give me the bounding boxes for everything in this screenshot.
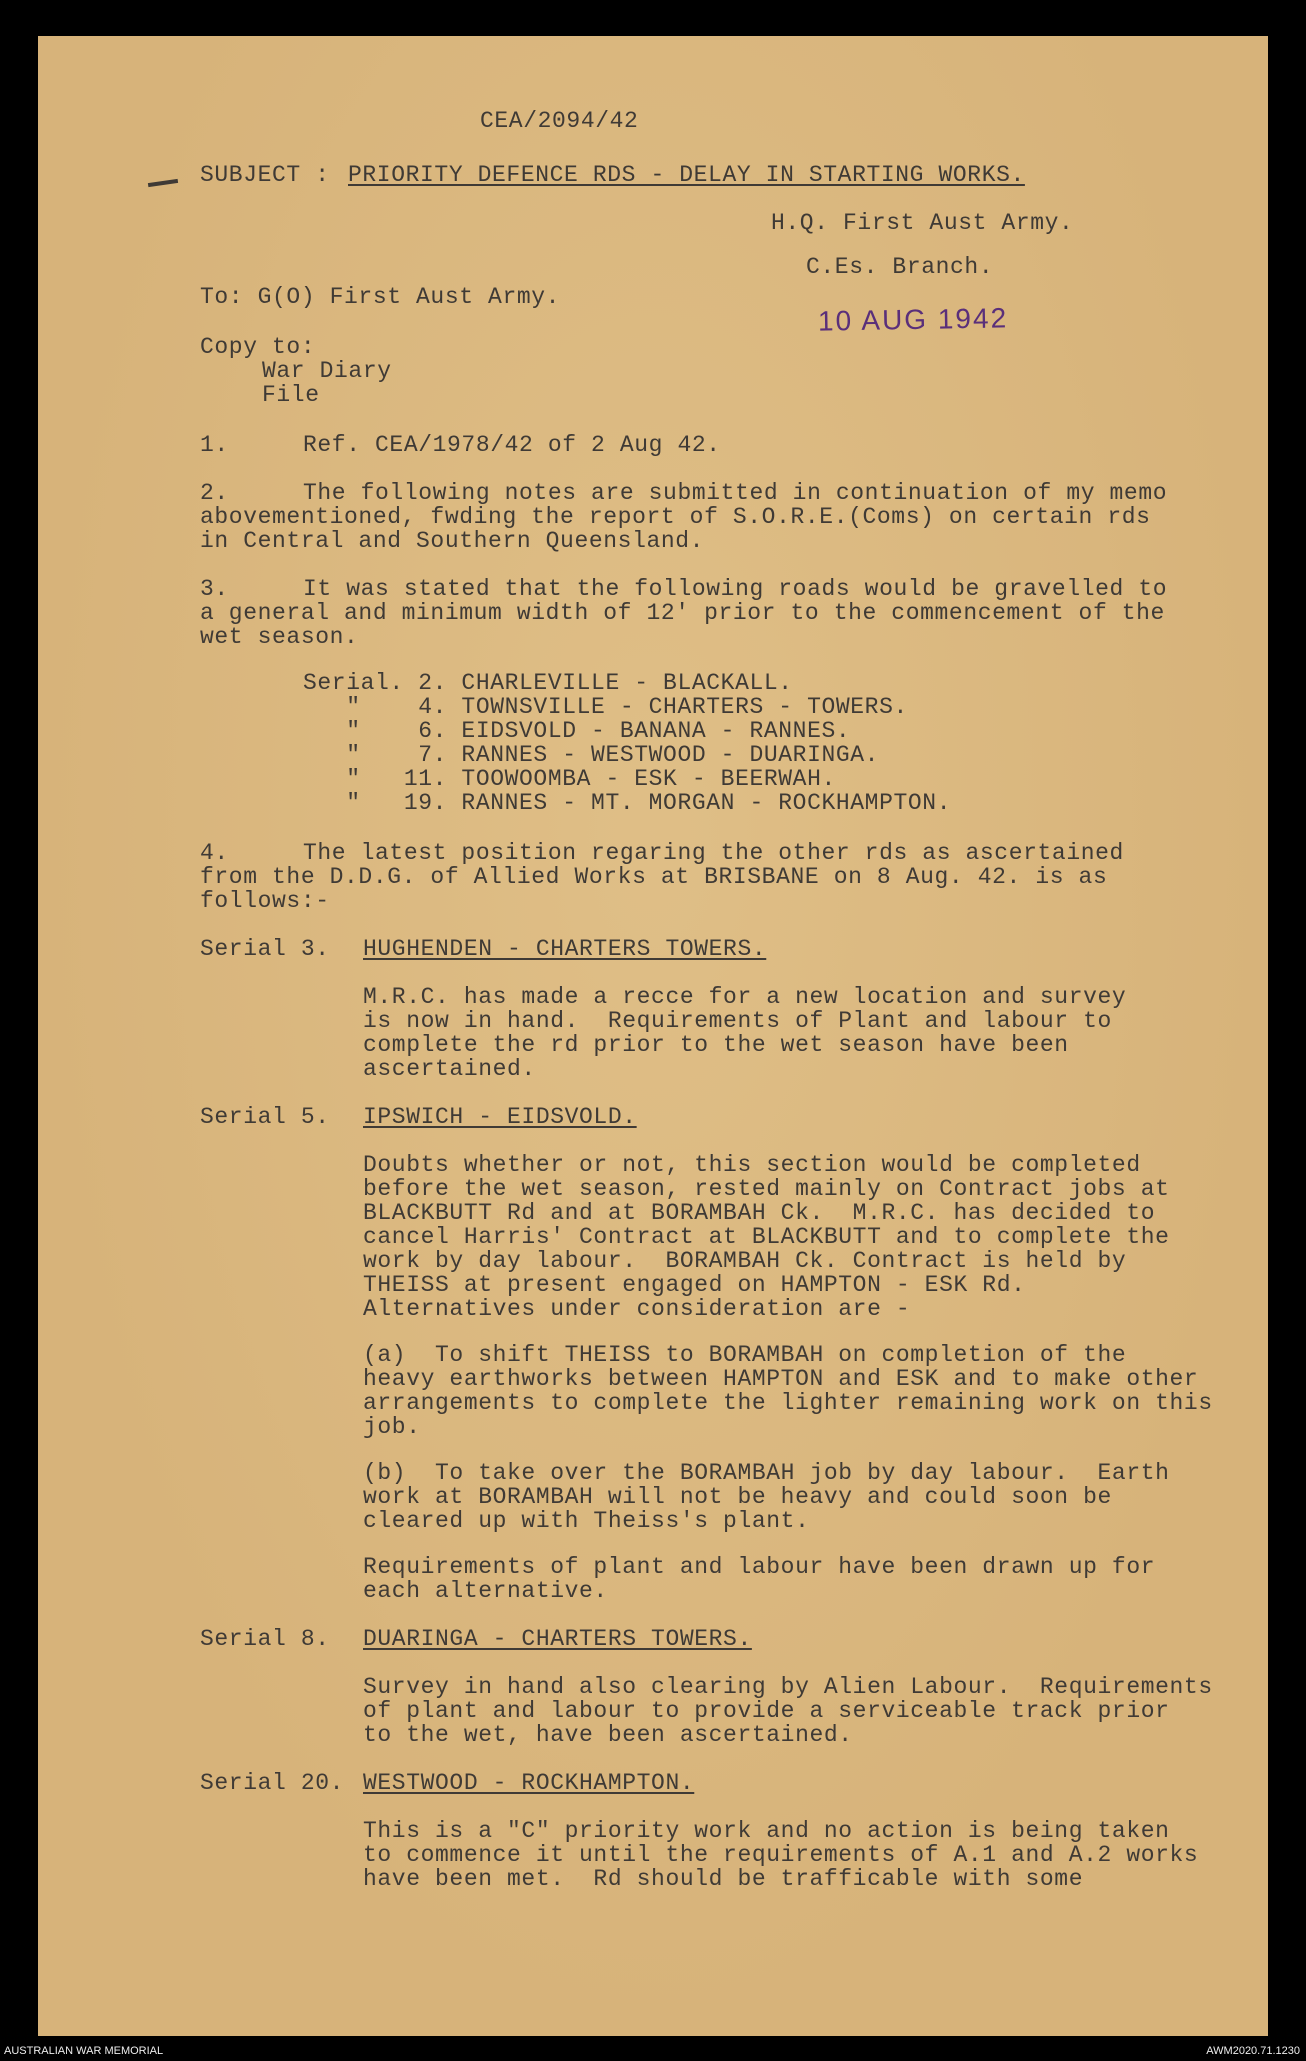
serial-label: Serial 8. xyxy=(200,1626,330,1652)
serial-line: BLACKBUTT Rd and at BORAMBAH Ck. M.R.C. has decided to xyxy=(363,1200,1156,1226)
serial-label: Serial 20. xyxy=(200,1770,345,1796)
copy-to-item: War Diary xyxy=(262,358,392,384)
para-line: The latest position regaring the other rds as ascertained xyxy=(303,840,1124,866)
serial-line: ascertained. xyxy=(363,1056,536,1082)
serial-line: before the wet season, rested mainly on Contract jobs at xyxy=(363,1176,1170,1202)
date-stamp: 10 AUG 1942 xyxy=(817,302,1009,337)
serial-line: THEISS at present engaged on HAMPTON - ESK Rd. xyxy=(363,1272,1026,1298)
alternative-b-line: (b) To take over the BORAMBAH job by day labour. Earth xyxy=(363,1460,1170,1486)
para-line: in Central and Southern Queensland. xyxy=(200,528,705,554)
serial-row: " 6. EIDSVOLD - BANANA - RANNES. xyxy=(303,718,851,744)
para-number: 1. xyxy=(200,432,229,458)
serial-line: of plant and labour to provide a serviceable track prior xyxy=(363,1698,1170,1724)
serial-line: is now in hand. Requirements of Plant and labour to xyxy=(363,1008,1112,1034)
para-line: abovementioned, fwding the report of S.O.R.E.(Coms) on certain rds xyxy=(200,504,1151,530)
serial-title: WESTWOOD - ROCKHAMPTON. xyxy=(363,1770,695,1796)
serial-line: Alternatives under consideration are - xyxy=(363,1296,911,1322)
serial-line: Requirements of plant and labour have been drawn up for xyxy=(363,1554,1156,1580)
serial-label: Serial 5. xyxy=(200,1104,330,1130)
serial-title: IPSWICH - EIDSVOLD. xyxy=(363,1104,637,1130)
addressee: To: G(O) First Aust Army. xyxy=(200,284,561,310)
footer-credit: AUSTRALIAN WAR MEMORIAL xyxy=(4,2045,164,2057)
reference-number: CEA/2094/42 xyxy=(480,108,639,134)
serial-line: have been met. Rd should be trafficable with some xyxy=(363,1866,1084,1892)
para-line: It was stated that the following roads would be gravelled to xyxy=(303,576,1168,602)
para-text: Ref. CEA/1978/42 of 2 Aug 42. xyxy=(303,432,721,458)
serial-line: each alternative. xyxy=(363,1578,608,1604)
serial-line: complete the rd prior to the wet season have been xyxy=(363,1032,1069,1058)
para-line: wet season. xyxy=(200,624,359,650)
serial-line: Doubts whether or not, this section would be completed xyxy=(363,1152,1141,1178)
alternative-b-line: work at BORAMBAH will not be heavy and could soon be xyxy=(363,1484,1112,1510)
serial-row: " 11. TOOWOOMBA - ESK - BEERWAH. xyxy=(303,766,836,792)
serial-line: work by day labour. BORAMBAH Ck. Contract is held by xyxy=(363,1248,1127,1274)
para-number: 3. xyxy=(200,576,229,602)
alternative-a-line: (a) To shift THEISS to BORAMBAH on completion of the xyxy=(363,1342,1127,1368)
serial-line: This is a "C" priority work and no action is being taken xyxy=(363,1818,1170,1844)
para-number: 2. xyxy=(200,480,229,506)
alternative-a-line: arrangements to complete the lighter remaining work on this xyxy=(363,1390,1213,1416)
para-number: 4. xyxy=(200,840,229,866)
subject-label: SUBJECT : xyxy=(200,162,330,188)
serial-row: " 19. RANNES - MT. MORGAN - ROCKHAMPTON. xyxy=(303,790,952,816)
serial-label: Serial 3. xyxy=(200,936,330,962)
para-line: from the D.D.G. of Allied Works at BRISBANE on 8 Aug. 42. is as xyxy=(200,864,1108,890)
para-line: The following notes are submitted in continuation of my memo xyxy=(303,480,1168,506)
alternative-b-line: cleared up with Theiss's plant. xyxy=(363,1508,810,1534)
para-line: follows:- xyxy=(200,888,330,914)
alternative-a-line: heavy earthworks between HAMPTON and ESK and to make other xyxy=(363,1366,1199,1392)
branch: C.Es. Branch. xyxy=(806,254,994,280)
serial-line: to the wet, have been ascertained. xyxy=(363,1722,853,1748)
alternative-a-line: job. xyxy=(363,1414,421,1440)
document-page xyxy=(38,36,1268,2036)
footer-accession: AWM2020.71.1230 xyxy=(1206,2045,1300,2057)
serial-line: M.R.C. has made a recce for a new location and survey xyxy=(363,984,1127,1010)
subject-title: PRIORITY DEFENCE RDS - DELAY IN STARTING WORKS. xyxy=(348,162,1025,188)
pen-mark xyxy=(148,179,178,187)
serial-row: " 4. TOWNSVILLE - CHARTERS - TOWERS. xyxy=(303,694,908,720)
serial-line: Survey in hand also clearing by Alien Labour. Requirements xyxy=(363,1674,1213,1700)
serial-row: Serial. 2. CHARLEVILLE - BLACKALL. xyxy=(303,670,793,696)
serial-title: HUGHENDEN - CHARTERS TOWERS. xyxy=(363,936,767,962)
serial-line: to commence it until the requirements of A.1 and A.2 works xyxy=(363,1842,1199,1868)
serial-row: " 7. RANNES - WESTWOOD - DUARINGA. xyxy=(303,742,880,768)
copy-to-item: File xyxy=(262,382,320,408)
serial-line: cancel Harris' Contract at BLACKBUTT and to complete the xyxy=(363,1224,1170,1250)
headquarters: H.Q. First Aust Army. xyxy=(771,210,1074,236)
serial-title: DUARINGA - CHARTERS TOWERS. xyxy=(363,1626,752,1652)
copy-to-label: Copy to: xyxy=(200,334,316,360)
para-line: a general and minimum width of 12' prior to the commencement of the xyxy=(200,600,1165,626)
